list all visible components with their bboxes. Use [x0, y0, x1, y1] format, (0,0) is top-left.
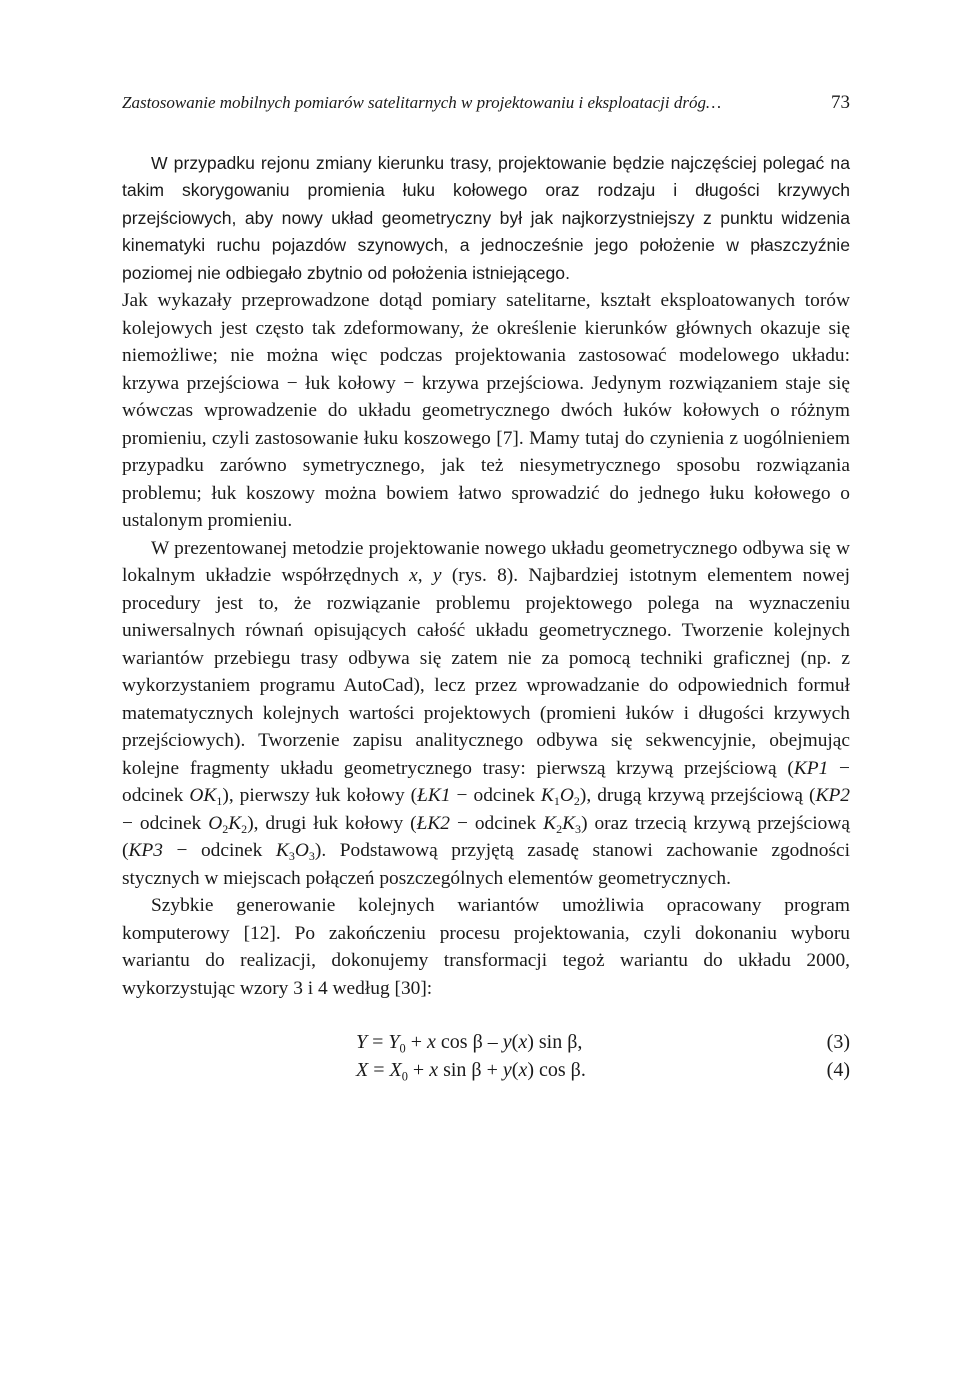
equation-3-number: (3) — [826, 1031, 850, 1054]
equation-3 — [122, 1028, 850, 1056]
equation-4 — [122, 1056, 850, 1084]
paragraph-1-sans-part: W przypadku rejonu zmiany kierunku trasy, projektowanie będzie najczęściej polegać na takim skorygowaniu promienia łuku kołowego oraz rodzaju i długości krzywych przejściowych, aby nowy układ geometryczny był jak najkorzystniejszy z punktu widzenia kinematyki ruchu pojazdów szynowych, a jednocześnie jego położenie w płaszczyźnie poziomej nie odbiegało zbytnio od położenia istniejącego. — [122, 153, 850, 283]
equations-block — [122, 1028, 850, 1084]
equation-3-expression: $Y = Y_0 + x$ cos β – y(x) sin β, — [356, 1031, 583, 1056]
document-page — [122, 92, 850, 1084]
running-title: Zastosowanie mobilnych pomiarów satelitarnych w projektowaniu i eksploatacji dróg… — [122, 93, 722, 112]
paragraph-1-serif-part: Jak wykazały przeprowadzone dotąd pomiary satelitarne, kształt eksploatowanych torów kolejowych jest często tak zdeformowany, że określenie kierunków głównych okazuje się niemożliwe; nie można więc podczas projektowania zastosować modelowego układu: krzywa przejściowa − łuk kołowy − krzywa przejściowa. Jedynym rozwiązaniem staje się wówczas wprowadzenie do układu geometrycznego dwóch łuków kołowych o różnym promieniu, czyli zastosowanie łuku koszowego [7]. Mamy tutaj do czynienia z uogólnieniem przypadku zarówno symetrycznego, jak też niesymetrycznego sposobu rozwiązania problemu; łuk koszowy można bowiem łatwo sprowadzić do jednego łuku kołowego o ustalonym promieniu. — [122, 290, 850, 532]
paragraph-3: Szybkie generowanie kolejnych wariantów umożliwia opracowany program komputerowy [12]. Po zakończeniu procesu projektowania, czyli dokonaniu wyboru wariantu do realizacji, dokonujemy transformacji tegoż wariantu do układu 2000, wykorzystując wzory 3 i 4 według [30]: — [122, 895, 850, 999]
page-number: 73 — [831, 92, 850, 113]
body-text — [122, 150, 850, 1002]
equation-4-number: (4) — [826, 1059, 850, 1082]
paragraph-2: W prezentowanej metodzie projektowanie nowego układu geometrycznego odbywa się w lokalnym układzie współrzędnych x, y (rys. 8). Najbardziej istotnym elementem nowej procedury jest to, że rozwiązanie problemu projektowego polega na wyznaczeniu uniwersalnych równań opisujących całość układu geometrycznego. Tworzenie kolejnych wariantów przebiegu trasy odbywa się zatem nie za pomocą techniki graficznej (np. z wykorzystaniem programu AutoCad), lecz przez wprowadzanie do odpowiednich formuł matematycznych kolejnych wartości projektowych (promieni łuków i długości krzywych przejściowych). Tworzenie zapisu analitycznego odbywa się sekwencyjnie, obejmując kolejne fragmenty układu geometrycznego trasy: pierwszą krzywą przejściową (KP1 − odcinek $OK_1$), pierwszy łuk kołowy (ŁK1 − odcinek $K_1O_2$), drugą krzywą przejściową (KP2 − odcinek $O_2K_2$), drugi łuk kołowy (ŁK2 − odcinek $K_2K_3$) oraz trzecią krzywą przejściową (KP3 − odcinek $K_3O_3$). Podstawową przyjętą zasadę stanowi zachowanie zgodności stycznych w miejscach połączeń poszczególnych elementów geometrycznych. — [122, 537, 851, 889]
running-header — [122, 92, 850, 128]
equation-4-expression: $X = X_0 + x$ sin β + y(x) cos β. — [356, 1059, 586, 1084]
